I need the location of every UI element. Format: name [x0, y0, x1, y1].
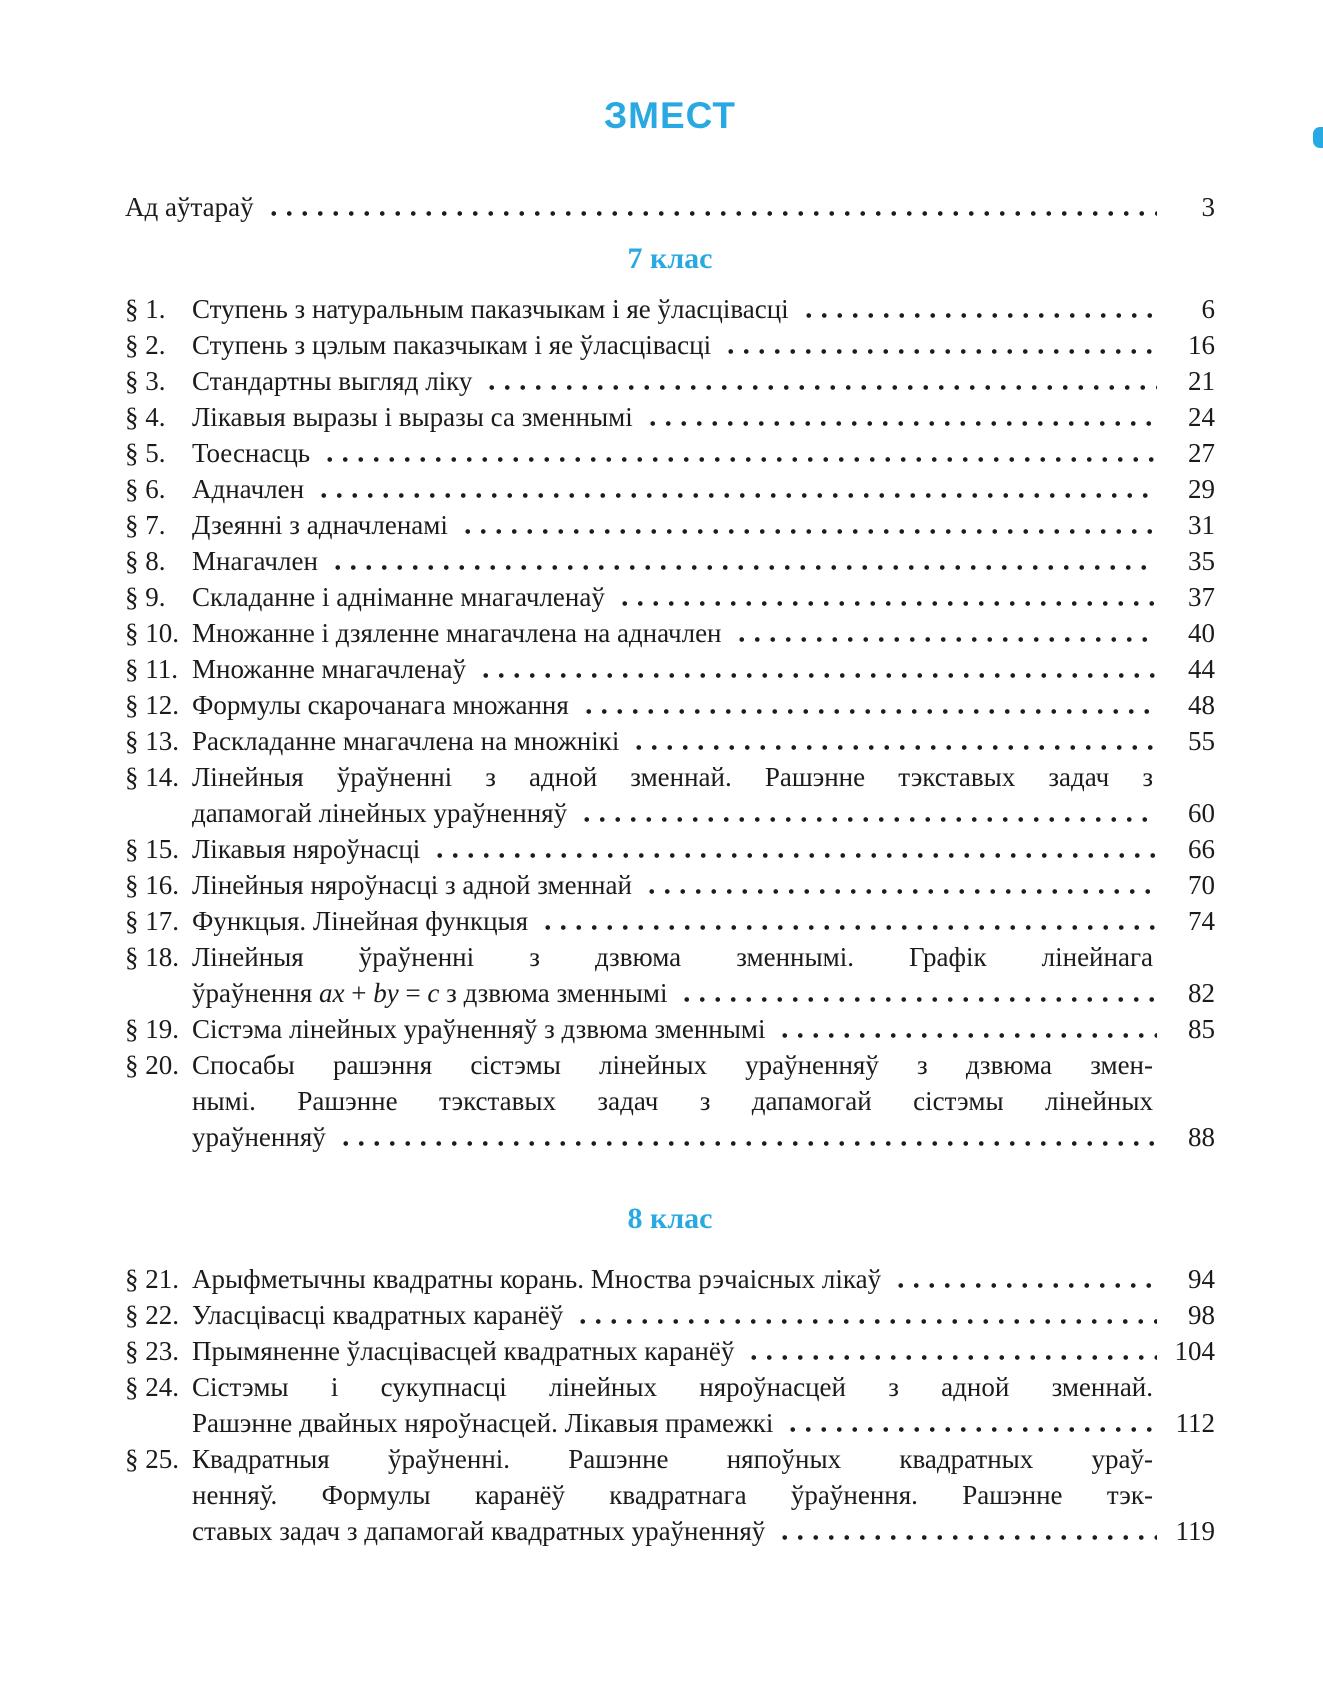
entry-title-line: нымі. Рашэнне тэкставых задач з дапамогай сістэмы лінейных	[192, 1086, 1153, 1116]
entry-title-line: Квадратныя ўраўненні. Рашэнне няпоўных квадратных ураў-	[192, 1444, 1153, 1474]
entry-last-line	[192, 291, 1215, 327]
entry-body	[192, 543, 1215, 579]
entry-title-line: Лінейныя няроўнасці з адной зменнай	[192, 870, 632, 900]
toc-entry	[125, 1333, 1215, 1369]
entry-body	[192, 831, 1215, 867]
dot-leader	[266, 209, 1157, 218]
entry-body	[192, 435, 1215, 471]
page-number: 31	[1188, 510, 1215, 540]
toc-entry	[125, 471, 1215, 507]
entry-last-line	[192, 543, 1215, 579]
entry-last-line	[192, 363, 1215, 399]
entry-body	[192, 903, 1215, 939]
entry-title-line: Арыфметычны квадратны корань. Мноства рэчаісных лікаў	[192, 1264, 882, 1294]
entry-last-line	[192, 831, 1215, 867]
entry-title-line: ставых задач з дапамогай квадратных ураўненняў	[192, 1516, 766, 1546]
math-variable: by	[373, 978, 399, 1008]
toc-content	[125, 95, 1215, 1549]
dot-leader	[777, 1533, 1157, 1542]
toc-entry	[125, 939, 1215, 1011]
dot-leader	[644, 887, 1157, 896]
entry-last-line	[192, 327, 1215, 363]
entry-title-line: Формулы скарочанага множання	[192, 690, 569, 720]
entry-title-line: ненняў. Формулы каранёў квадратнага ўраўнення. Рашэнне тэк-	[192, 1480, 1153, 1510]
entry-number: § 11.	[125, 654, 178, 684]
entry-number: § 8.	[125, 546, 166, 576]
dot-leader	[330, 563, 1157, 572]
entry-last-line	[192, 1333, 1215, 1369]
dot-leader	[460, 527, 1157, 536]
toc-entry	[125, 1011, 1215, 1047]
toc-entry	[125, 1047, 1215, 1155]
toc-entry	[125, 651, 1215, 687]
toc-entry	[125, 579, 1215, 615]
entry-last-line	[192, 435, 1215, 471]
entry-title-line: Рашэнне двайных няроўнасцей. Лікавыя прамежкі	[192, 1408, 774, 1438]
page-number: 29	[1188, 474, 1215, 504]
entry-number: § 19.	[125, 1014, 179, 1044]
entry-body	[192, 363, 1215, 399]
entry-title-line: Лікавыя выразы і выразы са зменнымі	[192, 402, 633, 432]
entry-last-line	[192, 1011, 1215, 1047]
page-title: ЗМЕСТ	[603, 95, 737, 136]
entry-number: § 14.	[125, 762, 179, 792]
entry-number: § 21.	[125, 1264, 179, 1294]
entry-title-line: Множанне і дзяленне мнагачлена на адначлен	[192, 618, 722, 648]
page-number: 74	[1188, 906, 1215, 936]
entry-body	[192, 1011, 1215, 1047]
toc-entry	[125, 615, 1215, 651]
dot-leader	[432, 851, 1157, 860]
math-variable: ax	[318, 978, 345, 1008]
entry-number: § 22.	[125, 1300, 179, 1330]
entry-last-line	[192, 651, 1215, 687]
dot-leader	[631, 743, 1157, 752]
toc-entry	[125, 291, 1215, 327]
text-segment: ўраўнення	[192, 978, 319, 1008]
dot-leader	[316, 491, 1157, 500]
entry-title-line: Прымяненне ўласцівасцей квадратных каранёў	[192, 1336, 735, 1366]
toc-entry	[125, 435, 1215, 471]
dot-leader	[679, 995, 1157, 1004]
page-number: 3	[1201, 192, 1215, 222]
page-number: 40	[1188, 618, 1215, 648]
entry-title-line: Тоеснасць	[192, 438, 311, 468]
entry-title-line: Сістэма лінейных ураўненняў з дзвюма зменнымі	[192, 1014, 766, 1044]
toc-entry	[125, 399, 1215, 435]
section-heading: 7 клас	[627, 242, 713, 275]
entry-last-line	[192, 579, 1215, 615]
page-edge-artifact	[1313, 127, 1323, 148]
entry-body	[192, 939, 1215, 1011]
toc-entry	[125, 903, 1215, 939]
entry-body	[192, 1261, 1215, 1297]
entry-last-line	[192, 723, 1215, 759]
dot-leader	[322, 455, 1157, 464]
entry-number: § 16.	[125, 870, 179, 900]
dot-leader	[575, 1317, 1157, 1326]
dot-leader	[801, 311, 1157, 320]
page-number: 60	[1188, 798, 1215, 828]
entry-last-line	[192, 1405, 1215, 1441]
page-number: 48	[1188, 690, 1215, 720]
entry-title-line: Сістэмы і сукупнасці лінейных няроўнасцей з адной зменнай.	[192, 1372, 1153, 1402]
page-number: 70	[1188, 870, 1215, 900]
entry-title-line: Ступень з цэлым паказчыкам і яе ўласцівасці	[192, 330, 712, 360]
entry-title-line: дапамогай лінейных ураўненняў	[192, 798, 568, 828]
toc-entry	[125, 1369, 1215, 1441]
page-number: 119	[1175, 1516, 1215, 1546]
page-number: 24	[1188, 402, 1215, 432]
entry-title-line: Спосабы рашэння сістэмы лінейных ураўненняў з дзвюма змен-	[192, 1050, 1153, 1080]
toc-sections	[125, 241, 1215, 1549]
entry-body	[192, 1297, 1215, 1333]
toc-entry	[125, 1297, 1215, 1333]
entry-body	[192, 1441, 1215, 1549]
entry-number: § 3.	[125, 366, 166, 396]
page-number: 94	[1188, 1264, 1215, 1294]
entry-body	[192, 615, 1215, 651]
dot-leader	[338, 1139, 1157, 1148]
entry-body	[192, 507, 1215, 543]
page-number: 44	[1188, 654, 1215, 684]
dot-leader	[478, 671, 1157, 680]
entry-number: § 25.	[125, 1444, 179, 1474]
text-segment: =	[398, 978, 428, 1008]
entry-last-line	[192, 507, 1215, 543]
page-number: 104	[1174, 1336, 1215, 1366]
entry-last-line	[192, 1513, 1215, 1549]
section-heading: 8 клас	[627, 1202, 713, 1235]
entry-body	[192, 1369, 1215, 1441]
dot-leader	[746, 1353, 1157, 1362]
entry-title-line: Стандартны выгляд ліку	[192, 366, 473, 396]
entry-number: § 23.	[125, 1336, 179, 1366]
math-variable: c	[427, 978, 440, 1008]
entry-body	[192, 759, 1215, 831]
toc-entry	[125, 507, 1215, 543]
page-number: 55	[1188, 726, 1215, 756]
entry-last-line	[192, 471, 1215, 507]
entry-last-line	[192, 867, 1215, 903]
entry-last-line	[192, 975, 1215, 1011]
dot-leader	[785, 1425, 1157, 1434]
entry-title-line: Лікавыя няроўнасці	[192, 834, 421, 864]
page-number: 82	[1188, 978, 1215, 1008]
entry-title-line: Функцыя. Лінейная функцыя	[192, 906, 529, 936]
text-segment: +	[344, 978, 374, 1008]
toc-entry	[125, 363, 1215, 399]
entry-title-line: Лінейныя ўраўненні з адной зменнай. Рашэнне тэкставых задач з	[192, 762, 1153, 792]
toc-entry	[125, 687, 1215, 723]
entry-title-line: Дзеянні з адначленамі	[192, 510, 448, 540]
page-number: 85	[1188, 1014, 1215, 1044]
entry-number: § 10.	[125, 618, 179, 648]
toc-entry	[125, 543, 1215, 579]
page-number: 27	[1188, 438, 1215, 468]
entry-last-line	[192, 1261, 1215, 1297]
dot-leader	[777, 1031, 1157, 1040]
page-number: 6	[1201, 294, 1215, 324]
dot-leader	[579, 815, 1157, 824]
entry-last-line	[192, 687, 1215, 723]
page-number: 98	[1188, 1300, 1215, 1330]
dot-leader	[893, 1281, 1157, 1290]
entry-number: § 18.	[125, 942, 179, 972]
front-matter-row	[125, 189, 1215, 225]
dot-leader	[617, 599, 1157, 608]
entry-title-line: Адначлен	[192, 474, 305, 504]
toc-entry	[125, 1441, 1215, 1549]
dot-leader	[581, 707, 1157, 716]
entry-number: § 7.	[125, 510, 166, 540]
toc-entry	[125, 327, 1215, 363]
page-number: 35	[1188, 546, 1215, 576]
dot-leader	[645, 419, 1157, 428]
entry-number: § 17.	[125, 906, 179, 936]
entry-last-line	[192, 903, 1215, 939]
page-number: 112	[1175, 1408, 1215, 1438]
entry-body	[192, 867, 1215, 903]
entry-number: § 15.	[125, 834, 179, 864]
text-segment: з дзвюма зменнымі	[439, 978, 668, 1008]
entry-body	[192, 1047, 1215, 1155]
dot-leader	[540, 923, 1157, 932]
entry-number: § 20.	[125, 1050, 179, 1080]
entry-number: § 4.	[125, 402, 166, 432]
dot-leader	[484, 383, 1157, 392]
page-number: 66	[1188, 834, 1215, 864]
toc-entry	[125, 831, 1215, 867]
dot-leader	[723, 347, 1157, 356]
entry-body	[192, 579, 1215, 615]
entry-number: § 6.	[125, 474, 166, 504]
entry-title-line: Мнагачлен	[192, 546, 318, 576]
entry-last-line	[192, 795, 1215, 831]
entry-body	[192, 723, 1215, 759]
entry-title-line: Складанне і адніманне мнагачленаў	[192, 582, 605, 612]
entry-title-line: Уласцівасці квадратных каранёў	[192, 1300, 564, 1330]
entry-title-line	[192, 975, 667, 1011]
entry-body	[192, 327, 1215, 363]
toc-entry	[125, 759, 1215, 831]
entry-last-line	[192, 399, 1215, 435]
toc-entry	[125, 1261, 1215, 1297]
entry-title-line: Лінейныя ўраўненні з дзвюма зменнымі. Графік лінейнага	[192, 942, 1153, 972]
entry-number: § 13.	[125, 726, 179, 756]
entry-body	[192, 687, 1215, 723]
front-matter-label: Ад аўтараў	[125, 192, 254, 222]
toc-entry	[125, 723, 1215, 759]
entry-body	[192, 399, 1215, 435]
page-number: 16	[1188, 330, 1215, 360]
entry-last-line	[192, 615, 1215, 651]
entry-title-line: Раскладанне мнагачлена на множнікі	[192, 726, 620, 756]
entry-last-line	[192, 1297, 1215, 1333]
page-number: 37	[1188, 582, 1215, 612]
toc-entry	[125, 867, 1215, 903]
entry-body	[192, 651, 1215, 687]
entry-title-line: Множанне мнагачленаў	[192, 654, 467, 684]
dot-leader	[734, 635, 1157, 644]
entry-last-line	[192, 1119, 1215, 1155]
entry-title-line: Ступень з натуральным паказчыкам і яе ўласцівасці	[192, 294, 789, 324]
entry-number: § 12.	[125, 690, 179, 720]
entry-number: § 9.	[125, 582, 166, 612]
entry-body	[192, 471, 1215, 507]
page-number: 21	[1188, 366, 1215, 396]
entry-number: § 1.	[125, 294, 166, 324]
entry-body	[192, 1333, 1215, 1369]
entry-title-line: ураўненняў	[192, 1122, 326, 1152]
entry-number: § 5.	[125, 438, 166, 468]
page-number: 88	[1188, 1122, 1215, 1152]
entry-body	[192, 291, 1215, 327]
entry-number: § 2.	[125, 330, 166, 360]
entry-number: § 24.	[125, 1372, 179, 1402]
